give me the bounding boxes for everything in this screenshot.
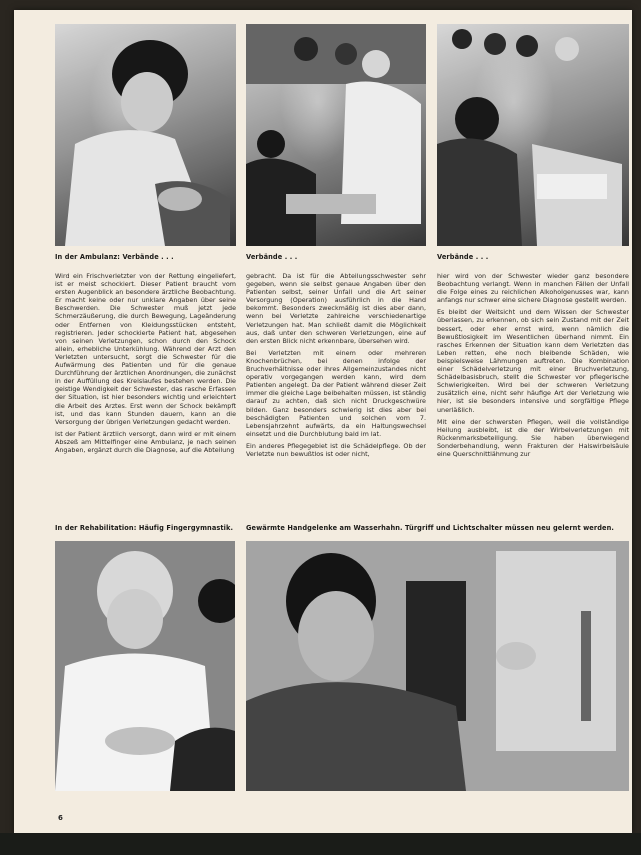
- photo-dressing-group: [437, 24, 629, 246]
- magazine-page: [14, 10, 632, 833]
- photo-finger-gymnastics: [55, 541, 235, 791]
- photo-ambulance-dressing: [55, 24, 236, 246]
- caption-top-left: In der Ambulanz: Verbände . . .: [55, 253, 174, 261]
- paragraph: Ist der Patient ärztlich versorgt, dann wird er mit einem Abszeß am Mittelfinger eine Ambulanz, je nach seinen Angaben, ergänzt durch die Diagnose, auf die Abteilung: [55, 429, 236, 454]
- paragraph: hier wird von der Schwester wieder ganz besondere Beobachtung verlangt. Wenn in manchen Fällen der Unfall die Folge eines zu reichlichen Alkoholgenusses war, kann anfangs nur schwer eine sichere Diagnose gestellt werden.: [437, 272, 629, 305]
- photo-rehab-wash-basin: [246, 541, 629, 791]
- paragraph: Wird ein Frischverletzter von der Rettung eingeliefert, ist er meist schockiert. Dieser Patient braucht vom ersten Augenblick an besondere ärztliche Beobachtung. Er macht keine oder nur unklare Angaben über seine Beschwerden. Die Schwester muß jetzt jede Schmerzäußerung, die durch Bewegung, Lageänderung oder Entfernen von Kleidungsstücken entsteht, registrieren. Jeder schockierte Patient hat, abgesehen von seinen Verletzungen, schon durch den Schock allein, erhebliche Unterkühlung. Während der Arzt den Verletzten untersucht, sorgt die Schwester für die Aufwärmung des Patienten und für die genaue Durchführung der ärztlichen Anordnungen, die zunächst in der Auffüllung des Kreislaufes bestehen werden. Die geistige Wendigkeit der Schwester, das rasche Erfassen der Situation, ist hier besonders wichtig und erleichtert die Arbeit des Arztes. Erst wenn der Schock bekämpft ist, und das kann Stunden dauern, kann an die Versorgung der übrigen Verletzungen gedacht werden.: [55, 272, 236, 426]
- paragraph: Bei Verletzten mit einem oder mehreren Knochenbrüchen, bei denen infolge der Bruchverhältnisse oder ihres Allgemeinzustandes nicht operativ vorgegangen werden kann, wird dem Patienten angelegt. Da der Patient während dieser Zeit immer die gleiche Lage beibehalten müssen, ist ständig darauf zu achten, daß sich nicht Druckgeschwüre bilden. Ganz besonders schwierig ist dies aber bei beschädigten Patienten und solchen vom 7. Lebensjahrzehnt aufwärts, da ein Haltungswechsel einsetzt und die Durchblutung bald im lat.: [246, 348, 426, 438]
- paragraph: Es bleibt der Weitsicht und dem Wissen der Schwester überlassen, zu erkennen, ob sich sein Zustand mit der Zeit bessert, oder eher ernst wird, wenn nämlich die Bewußtlosigkeit im Wesentlichen überhand nimmt. Ein rasches Erkennen der Situation kann dem Verletzten das Leben retten, ehe noch bleibende Schäden, wie beispielsweise Lähmungen auftreten. Die Kombination einer Schädelverletzung mit einer Bruchverletzung, Schädelbasisbruch, stellt die Schwester vor pflegerische Schwierigkeiten. Wird bei der schweren Verletzung zusätzlich eine, nicht sehr häufige Art der Verletzung wie hier, ist sie besonders intensive und sorgfältige Pflege unerläßlich.: [437, 308, 629, 414]
- caption-top-right: Verbände . . .: [437, 253, 489, 261]
- paragraph: Mit eine der schwersten Pflegen, weil die vollständige Heilung ausbleibt, ist die der Wirbelverletzungen mit Rückenmarksbeteiligung. Sie haben überwiegend Sonderbehandlung, wenn Frakturen der Halswirbelsäule eine Querschnittlähmung zur: [437, 417, 629, 458]
- page-number: 6: [58, 814, 63, 822]
- caption-bottom-right: Gewärmte Handgelenke am Wasserhahn. Türgriff und Lichtschalter müssen neu gelernt werden.: [246, 524, 615, 532]
- caption-bottom-left: In der Rehabilitation: Häufig Fingergymnastik.: [55, 524, 234, 532]
- scan-border: [0, 833, 641, 855]
- text-column-left: [55, 272, 236, 520]
- text-column-right: [437, 272, 629, 520]
- paragraph: gebracht. Da ist für die Abteilungsschwester sehr gegeben, wenn sie selbst genaue Angaben über den Patienten selbst, seiner Unfall und die Art seiner Versorgung (Operation) ausführlich in die Hand bekommt. Besonders zweckmäßig ist dies aber dann, wenn bei Verletzte zahlreiche verschiedenartige Verletzungen hat. Man schließt damit die Möglichkeit aus, daß unter den schweren Verletzungen, eine auf den ersten Blick nicht erkennbare, übersehen wird.: [246, 272, 426, 345]
- paragraph: Ein anderes Pflegegebiet ist die Schädelpflege. Ob der Verletzte nun bewußtlos ist oder nicht,: [246, 441, 426, 458]
- caption-top-middle: Verbände . . .: [246, 253, 298, 261]
- text-column-middle: [246, 272, 426, 520]
- photo-dressing-ward: [246, 24, 426, 246]
